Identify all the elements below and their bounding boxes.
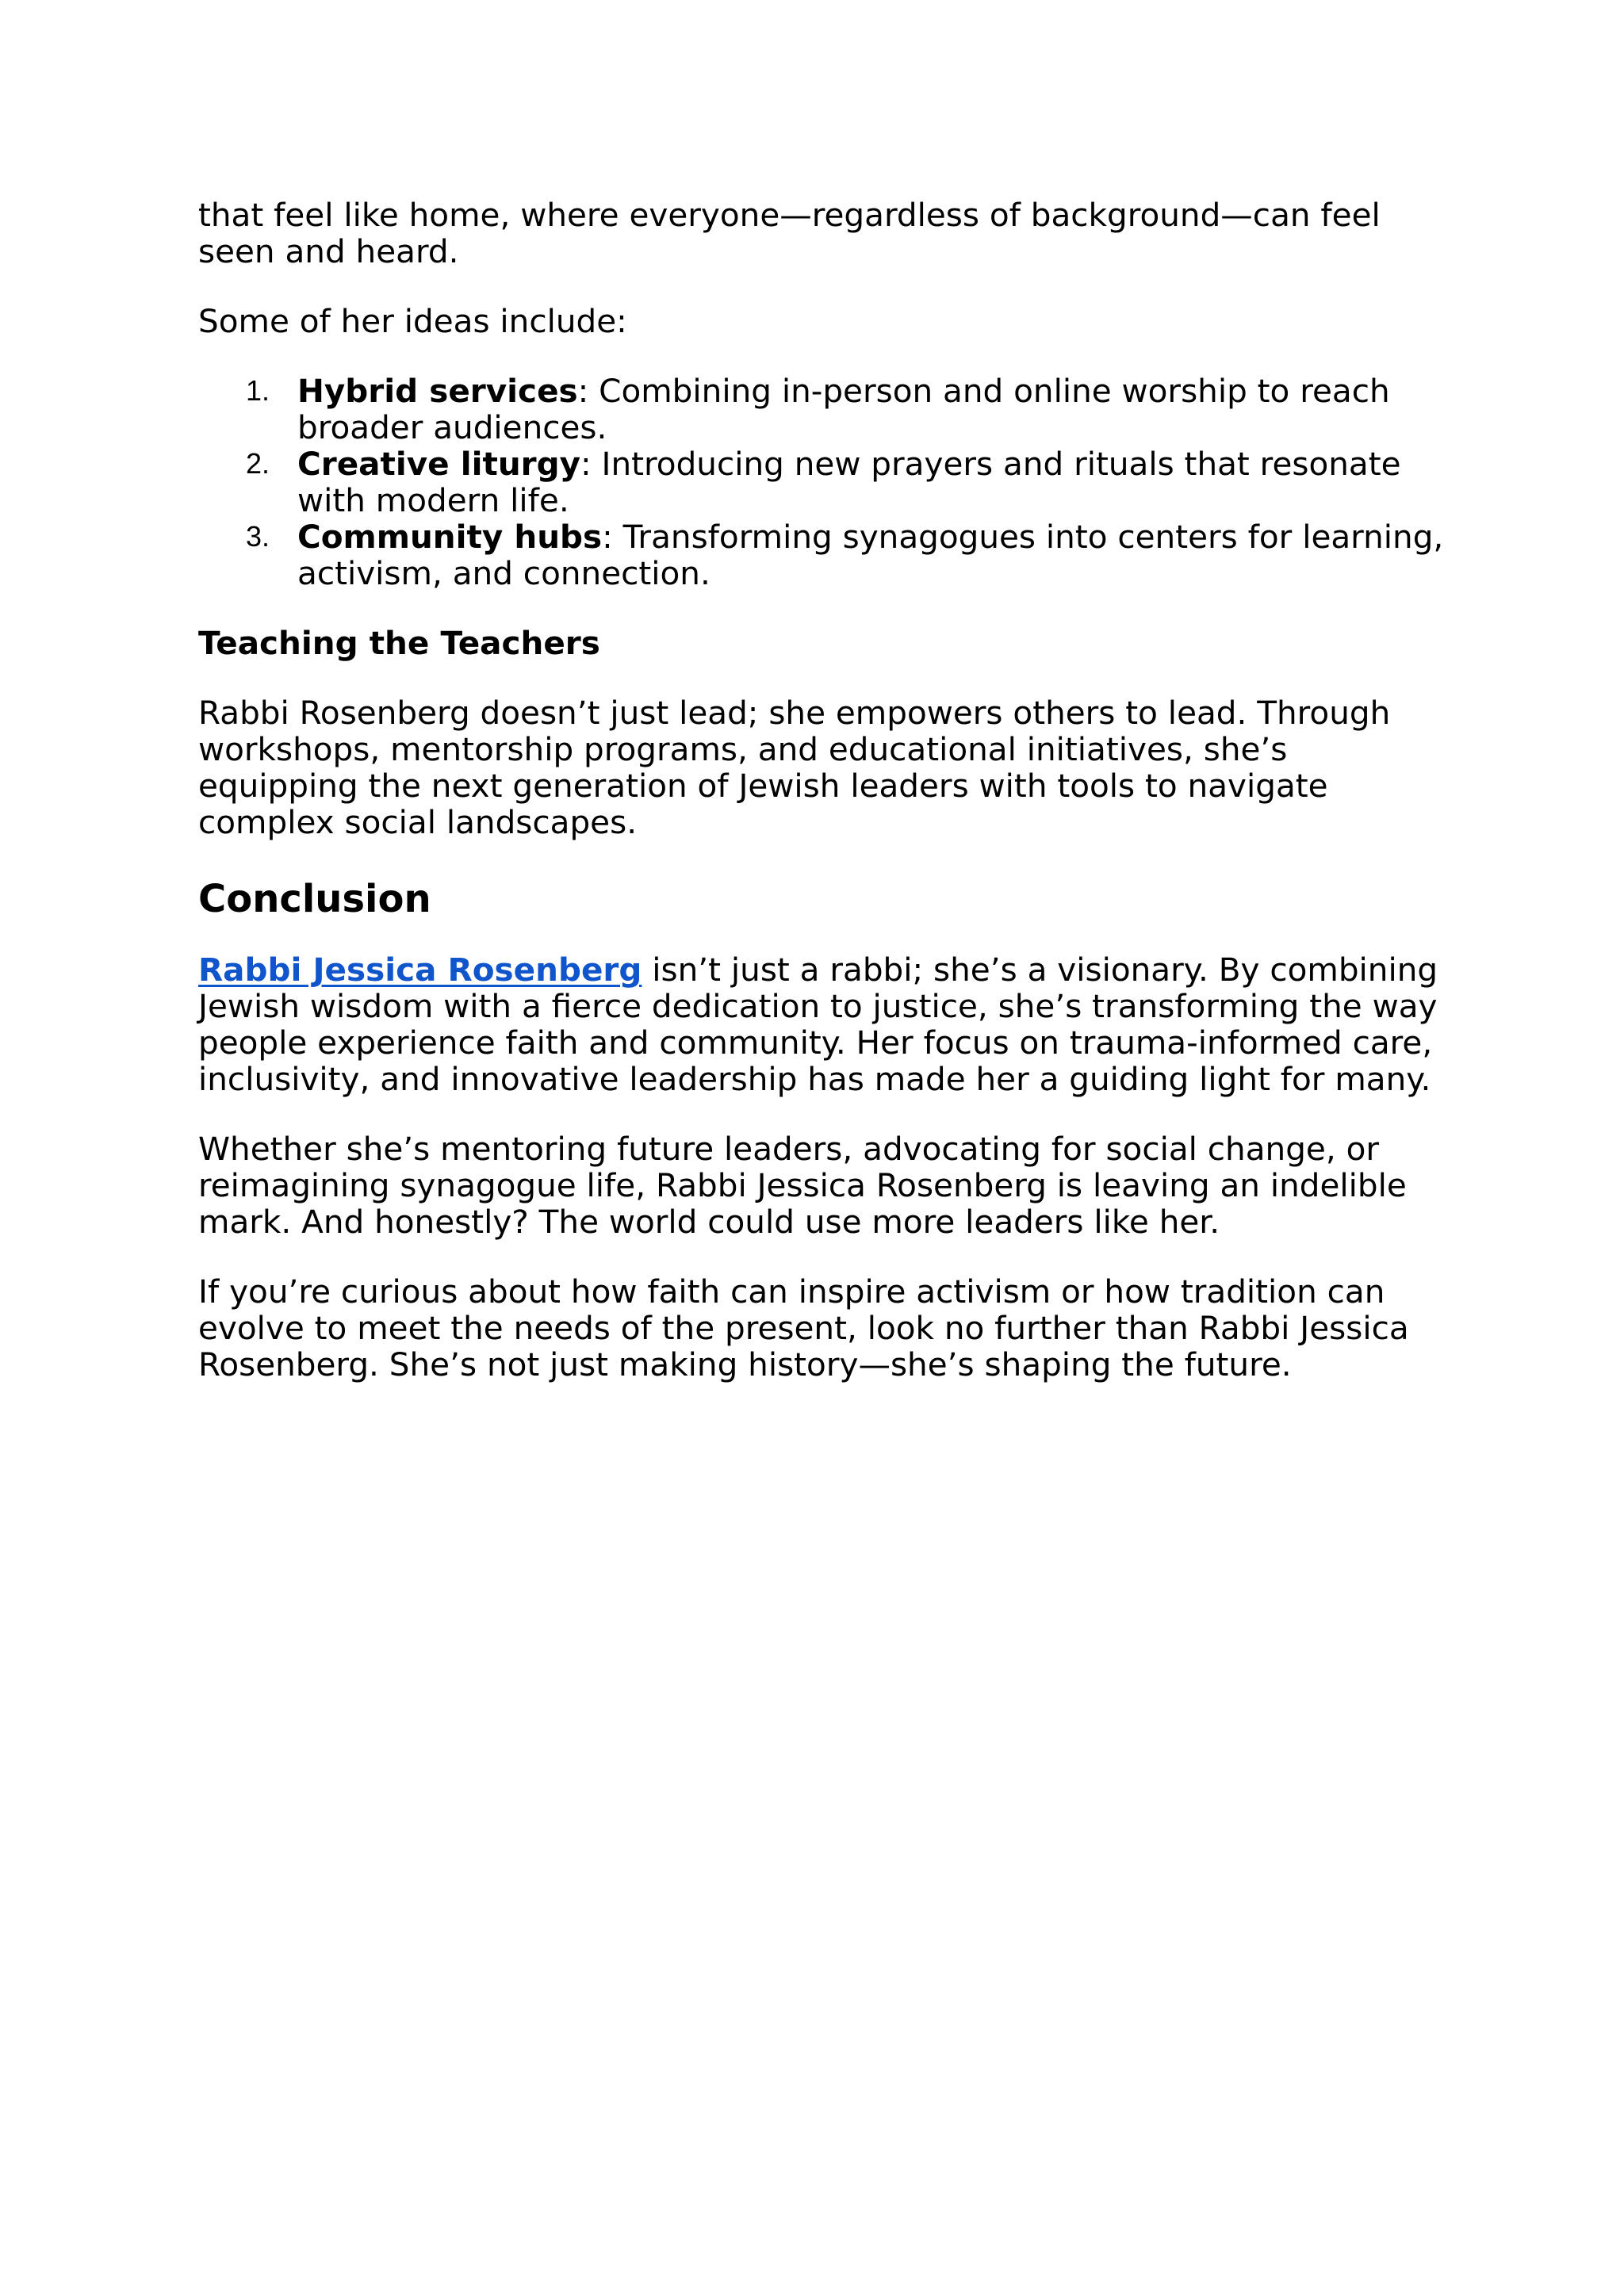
list-number: 2.	[246, 447, 270, 480]
list-description: : Introducing new prayers and rituals that resonate with modern life.	[297, 445, 1401, 519]
list-term: Community hubs	[297, 518, 603, 556]
rabbi-profile-link[interactable]: Rabbi Jessica Rosenberg	[198, 951, 642, 989]
intro-continuation: that feel like home, where everyone—regardless of background—can feel seen and heard.	[198, 196, 1381, 270]
list-item	[198, 519, 1451, 591]
ideas-lead: Some of her ideas include:	[198, 302, 627, 340]
teaching-heading: Teaching the Teachers	[198, 624, 600, 662]
teaching-paragraph: Rabbi Rosenberg doesn’t just lead; she empowers others to lead. Through workshops, mentorship programs, and educational initiatives, she’s equipping the next generation of Jewish leaders with tools to navigate complex social landscapes.	[198, 694, 1391, 841]
document-page	[198, 197, 1451, 1383]
conclusion-paragraph-3: If you’re curious about how faith can inspire activism or how tradition can evolve to meet the needs of the present, look no further than Rabbi Jessica Rosenberg. She’s not just making history—she’s shaping the future.	[198, 1272, 1409, 1383]
list-item	[198, 446, 1451, 519]
list-description: : Combining in-person and online worship to reach broader audiences.	[297, 372, 1390, 446]
list-number: 3.	[246, 520, 270, 553]
list-description: : Transforming synagogues into centers for learning, activism, and connection.	[297, 518, 1444, 592]
conclusion-paragraph-1	[198, 951, 1451, 1097]
conclusion-paragraph-1-text: isn’t just a rabbi; she’s a visionary. By combining Jewish wisdom with a fierce dedication to justice, she’s transforming the way people experience faith and community. Her focus on trauma-informed care, inclusivity, and innovative leadership has made her a guiding light for many.	[198, 951, 1438, 1098]
conclusion-paragraph-2: Whether she’s mentoring future leaders, advocating for social change, or reimagining synagogue life, Rabbi Jessica Rosenberg is leaving an indelible mark. And honestly? The world could use more leaders like her.	[198, 1130, 1407, 1241]
list-term: Creative liturgy	[297, 445, 581, 483]
list-term: Hybrid services	[297, 372, 578, 410]
conclusion-heading: Conclusion	[198, 877, 431, 921]
ideas-list	[198, 373, 1451, 591]
list-item	[198, 373, 1451, 446]
list-number: 1.	[246, 374, 270, 407]
